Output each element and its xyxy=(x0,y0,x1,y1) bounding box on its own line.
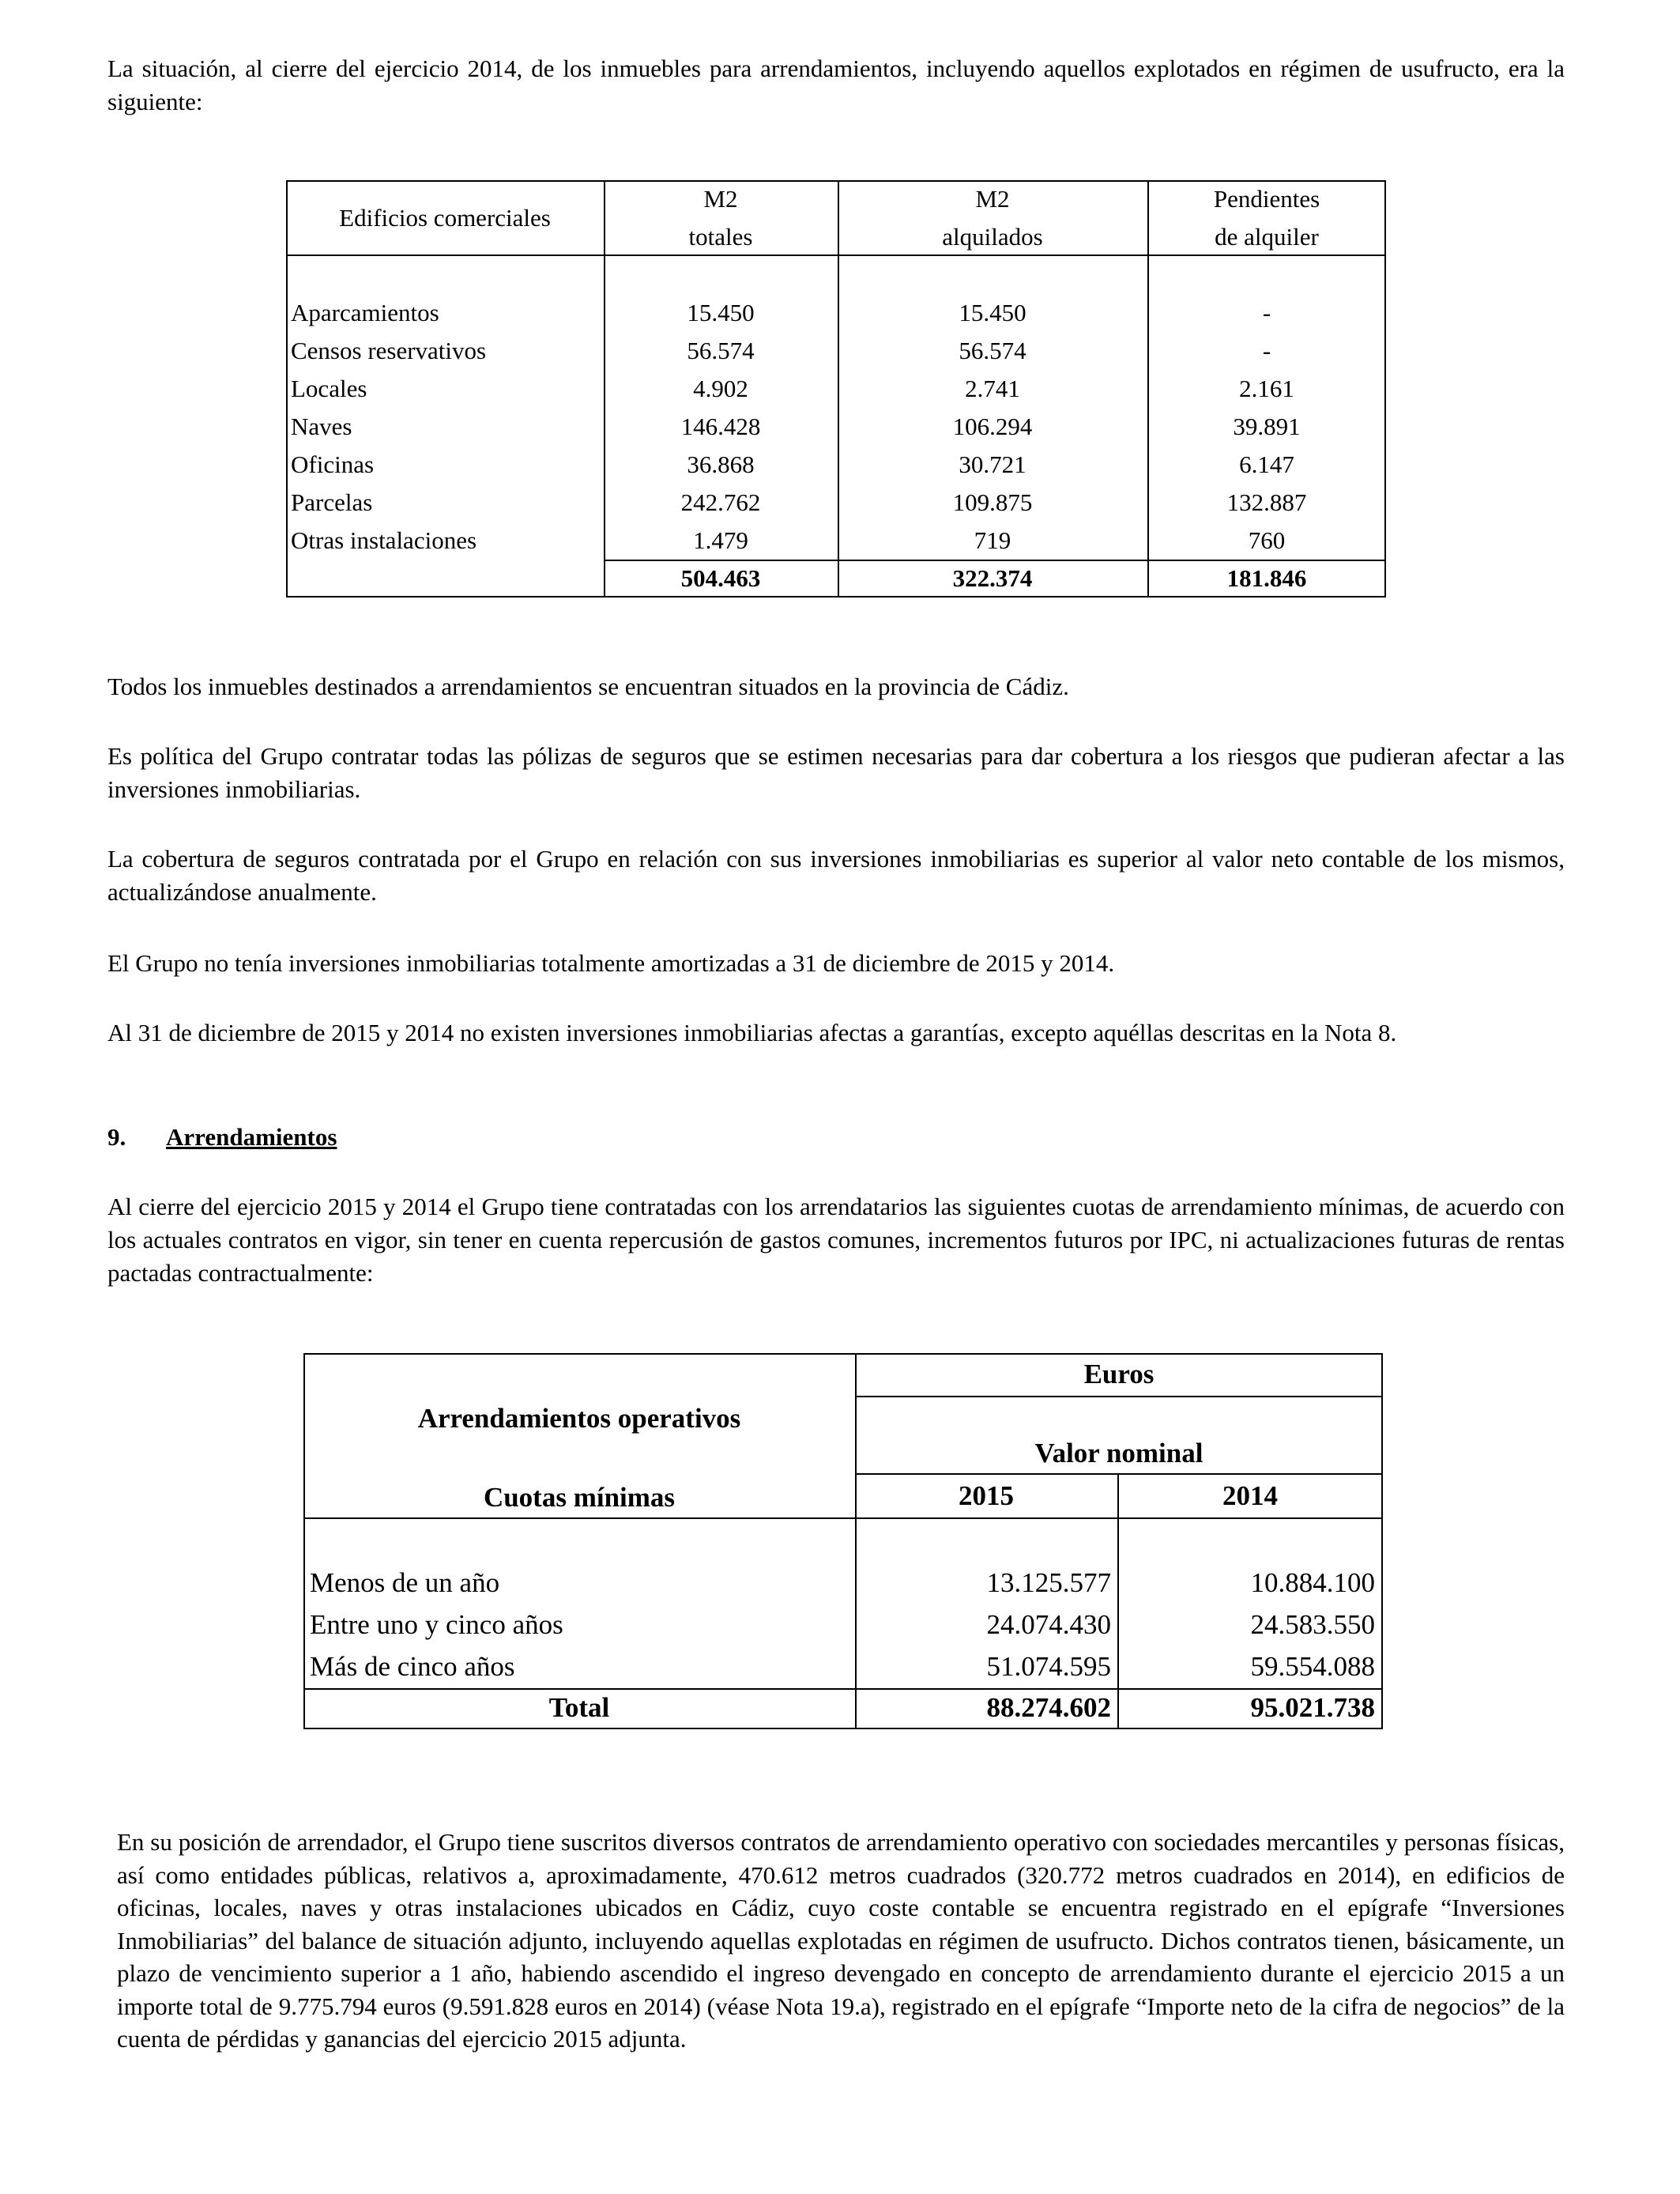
insurance-coverage-paragraph: La cobertura de seguros contratada por el Grupo en relación con sus inversiones inmobiliarias es superior al valor neto contable de los mismos, actualizándose anualmente. xyxy=(107,845,1565,906)
row-total: 15.450 xyxy=(687,299,755,326)
row-label: Parcelas xyxy=(291,488,373,516)
header-arrendamientos: Arrendamientos operativos xyxy=(417,1403,741,1434)
row-pending: 6.147 xyxy=(1239,450,1294,478)
row-2014: 24.583.550 xyxy=(1250,1609,1375,1640)
properties-table xyxy=(286,180,1386,598)
row-2015: 13.125.577 xyxy=(986,1567,1111,1598)
row-rented: 56.574 xyxy=(959,337,1026,364)
header-m2-alquilados-top: M2 xyxy=(975,185,1010,213)
row-rented: 106.294 xyxy=(952,413,1033,440)
total-pendientes: 181.846 xyxy=(1226,564,1307,592)
row-2015: 24.074.430 xyxy=(986,1609,1111,1640)
header-pendientes-top: Pendientes xyxy=(1213,185,1320,213)
euros-divider xyxy=(855,1396,1383,1397)
row-pending: - xyxy=(1262,337,1271,364)
table-border-bottom xyxy=(303,1728,1383,1729)
total-2014: 95.021.738 xyxy=(1250,1692,1375,1723)
row-pending: - xyxy=(1262,299,1271,326)
table-border-left xyxy=(286,180,288,598)
row-total: 56.574 xyxy=(687,337,755,364)
header-m2-totales-bottom: totales xyxy=(688,223,753,251)
row-pending: 760 xyxy=(1248,526,1286,554)
leases-intro-paragraph: Al cierre del ejercicio 2015 y 2014 el Grupo tiene contratadas con los arrendatarios las siguientes cuotas de arrendamiento mínimas, de acuerdo con los actuales contratos en vigor, sin tener en cuenta repercusión de gastos comunes, incrementos futuros por IPC, ni actualizaciones futuras de rentas pactadas contractualmente: xyxy=(107,1193,1565,1287)
row-rented: 109.875 xyxy=(952,488,1033,516)
nominal-divider xyxy=(855,1473,1383,1475)
cadiz-paragraph: Todos los inmuebles destinados a arrendamientos se encuentran situados en la provincia de Cádiz. xyxy=(107,673,1069,700)
row-total: 4.902 xyxy=(693,375,748,402)
table-header-divider xyxy=(303,1517,1383,1519)
row-label: Censos reservativos xyxy=(291,337,487,364)
amortized-paragraph: El Grupo no tenía inversiones inmobiliarias totalmente amortizadas a 31 de diciembre de 2015 y 2014. xyxy=(107,949,1115,977)
row-label: Entre uno y cinco años xyxy=(310,1609,563,1640)
total-m2-alquilados: 322.374 xyxy=(952,564,1033,592)
header-2014: 2014 xyxy=(1222,1480,1278,1511)
row-total: 242.762 xyxy=(680,488,761,516)
insurance-policy-paragraph: Es política del Grupo contratar todas las pólizas de seguros que se estimen necesarias para dar cobertura a los riesgos que pudieran afectar a las inversiones inmobiliarias. xyxy=(107,742,1565,803)
row-total: 36.868 xyxy=(687,450,755,478)
section-title: Arrendamientos xyxy=(166,1123,337,1151)
row-label: Aparcamientos xyxy=(291,299,439,326)
header-m2-alquilados-bottom: alquilados xyxy=(942,223,1043,251)
row-total: 146.428 xyxy=(680,413,761,440)
total-2015: 88.274.602 xyxy=(986,1692,1111,1723)
row-2014: 10.884.100 xyxy=(1250,1567,1375,1598)
row-total: 1.479 xyxy=(693,526,748,554)
row-label: Locales xyxy=(291,375,367,402)
header-2015: 2015 xyxy=(959,1480,1014,1511)
row-label: Oficinas xyxy=(291,450,375,478)
header-cuotas: Cuotas mínimas xyxy=(483,1482,676,1513)
lessor-paragraph: En su posición de arrendador, el Grupo tiene suscritos diversos contratos de arrendamiento operativo con sociedades mercantiles y personas físicas, así como entidades públicas, relativos a, aproximadamente, 470.612 metros cuadrados (320.772 metros cuadrados en 2014), en edificios de oficinas, locales, naves y otras instalaciones ubicados en Cádiz, cuyo coste contable se encuentra registrado en el epígrafe “Inversiones Inmobiliarias” del balance de situación adjunto, incluyendo aquellas explotadas en régimen de usufructo. Dichos contratos tienen, básicamente, un plazo de vencimiento superior a 1 año, habiendo ascendido el ingreso devengado en concepto de arrendamiento durante el ejercicio 2015 a un importe total de 9.775.794 euros (9.591.828 euros en 2014) (véase Nota 19.a), registrado en el epígrafe “Importe neto de la cifra de negocios” de la cuenta de pérdidas y ganancias del ejercicio 2015 adjunta. xyxy=(117,1828,1565,2053)
row-rented: 30.721 xyxy=(959,450,1026,478)
leases-table xyxy=(303,1353,1383,1729)
row-pending: 132.887 xyxy=(1226,488,1307,516)
total-label: Total xyxy=(548,1692,610,1723)
row-label: Menos de un año xyxy=(310,1567,500,1598)
section-heading xyxy=(107,1121,337,1154)
table-border-right xyxy=(1381,1353,1383,1729)
row-2014: 59.554.088 xyxy=(1250,1651,1375,1682)
header-pendientes-bottom: de alquiler xyxy=(1215,223,1319,251)
row-label: Naves xyxy=(291,413,352,440)
row-rented: 2.741 xyxy=(965,375,1020,402)
row-pending: 2.161 xyxy=(1239,375,1294,402)
section-number: 9. xyxy=(107,1123,126,1151)
total-m2-totales: 504.463 xyxy=(680,564,761,592)
row-rented: 15.450 xyxy=(959,299,1026,326)
row-rented: 719 xyxy=(974,526,1011,554)
row-label: Más de cinco años xyxy=(310,1651,515,1682)
row-pending: 39.891 xyxy=(1233,413,1301,440)
row-2015: 51.074.595 xyxy=(986,1651,1111,1682)
guarantees-paragraph: Al 31 de diciembre de 2015 y 2014 no existen inversiones inmobiliarias afectas a garantías, excepto aquéllas descritas en la Nota 8. xyxy=(107,1019,1397,1046)
header-euros: Euros xyxy=(1083,1359,1155,1389)
header-edificios: Edificios comerciales xyxy=(339,204,551,232)
header-m2-totales-top: M2 xyxy=(703,185,738,213)
intro-paragraph: La situación, al cierre del ejercicio 2014, de los inmuebles para arrendamientos, incluyendo aquellos explotados en régimen de usufructo, era la siguiente: xyxy=(107,55,1565,115)
row-label: Otras instalaciones xyxy=(291,526,477,554)
header-valor-nominal: Valor nominal xyxy=(1034,1438,1203,1468)
